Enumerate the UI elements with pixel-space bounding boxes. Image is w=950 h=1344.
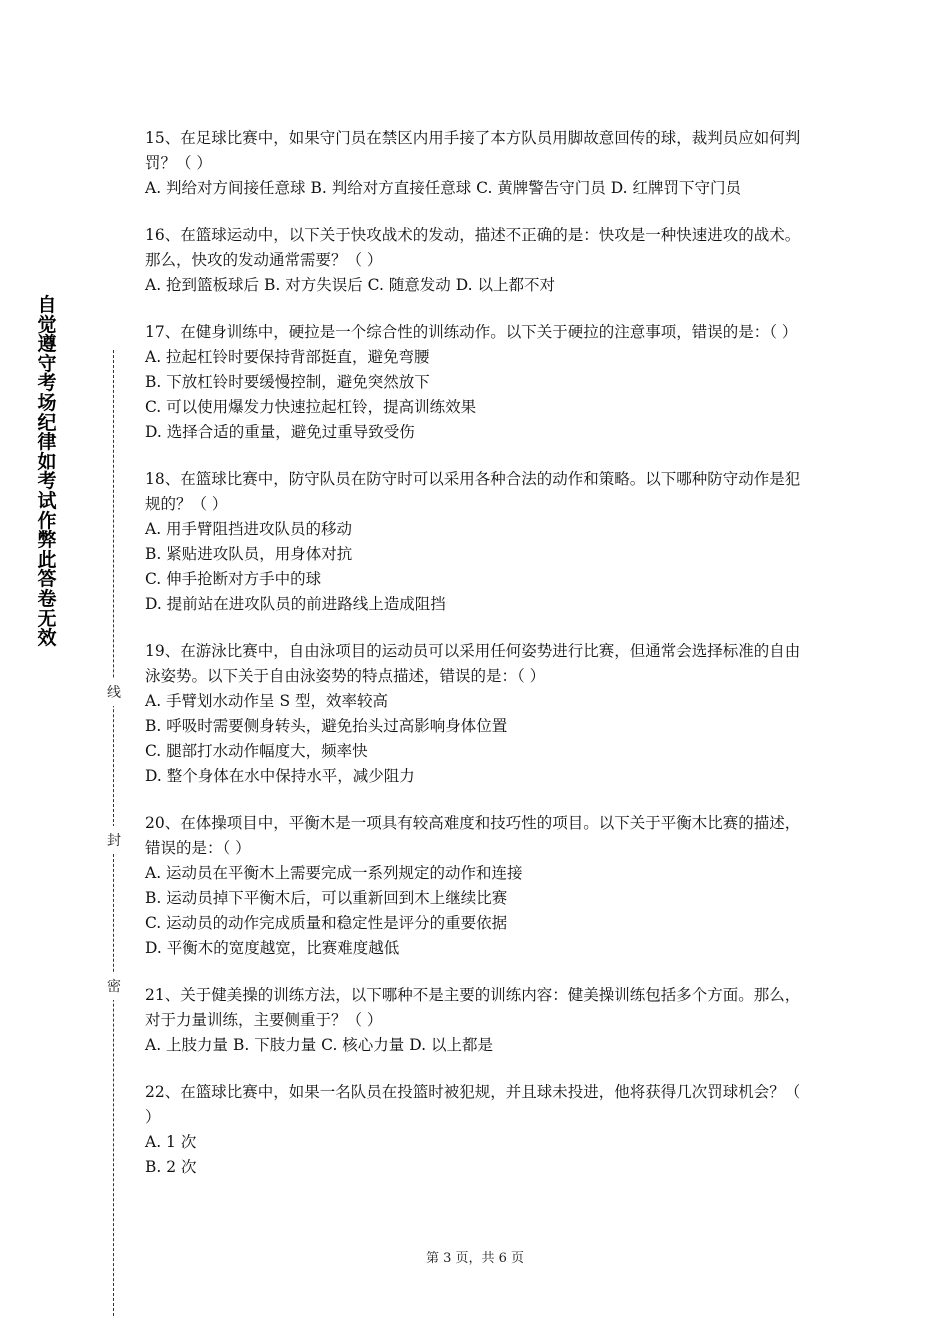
option-a: A. 1 次: [145, 1133, 197, 1151]
warning-char: 遵: [37, 333, 57, 356]
warning-char: 弊: [37, 529, 57, 552]
question-options: A. 抢到篮板球后 B. 对方失误后 C. 随意发动 D. 以上都不对: [145, 276, 555, 294]
option-d: D. 提前站在进攻队员的前进路线上造成阻挡: [145, 595, 446, 613]
warning-char: 此: [37, 548, 57, 571]
option-b: B. 呼吸时需要侧身转头，避免抬头过高影响身体位置: [145, 717, 508, 735]
question-stem: 16、在篮球运动中，以下关于快攻战术的发动，描述不正确的是：快攻是一种快速进攻的战术。那么，快攻的发动通常需要？（ ）: [145, 226, 801, 269]
option-a: A. 运动员在平衡木上需要完成一系列规定的动作和连接: [145, 864, 523, 882]
option-b: B. 2 次: [145, 1158, 197, 1176]
option-a: A. 拉起杠铃时要保持背部挺直，避免弯腰: [145, 348, 430, 366]
option-a: A. 手臂划水动作呈 S 型，效率较高: [145, 692, 389, 710]
question-stem: 20、在体操项目中，平衡木是一项具有较高难度和技巧性的项目。以下关于平衡木比赛的描述，错误的是：（ ）: [145, 814, 801, 857]
option-d: D. 选择合适的重量，避免过重导致受伤: [145, 423, 415, 441]
warning-char: 卷: [37, 587, 57, 610]
question-17: [145, 320, 810, 445]
warning-char: 试: [37, 489, 57, 512]
question-16: [145, 223, 810, 298]
warning-char: 作: [37, 509, 57, 532]
warning-char: 答: [37, 568, 57, 591]
binding-label-line: 线: [104, 678, 124, 706]
question-stem: 21、关于健美操的训练方法，以下哪种不是主要的训练内容：健美操训练包括多个方面。那么，对于力量训练，主要侧重于？（ ）: [145, 986, 801, 1029]
option-b: B. 运动员掉下平衡木后，可以重新回到木上继续比赛: [145, 889, 508, 907]
option-d: D. 平衡木的宽度越宽，比赛难度越低: [145, 939, 400, 957]
question-19: [145, 639, 810, 789]
question-stem: 18、在篮球比赛中，防守队员在防守时可以采用各种合法的动作和策略。以下哪种防守动作是犯规的？（ ）: [145, 470, 801, 513]
exam-discipline-warning: [34, 296, 60, 649]
option-a: A. 用手臂阻挡进攻队员的移动: [145, 520, 353, 538]
warning-char: 无: [37, 607, 57, 630]
warning-char: 律: [37, 431, 57, 454]
option-c: C. 腿部打水动作幅度大，频率快: [145, 742, 368, 760]
question-21: [145, 983, 810, 1058]
question-22: [145, 1080, 810, 1180]
binding-label-secret: 密: [104, 972, 124, 1000]
option-d: D. 整个身体在水中保持水平，减少阻力: [145, 767, 415, 785]
question-stem: 22、在篮球比赛中，如果一名队员在投篮时被犯规，并且球未投进，他将获得几次罚球机会？（ ）: [145, 1083, 801, 1126]
warning-char: 考: [37, 470, 57, 493]
warning-char: 守: [37, 352, 57, 375]
page-number-footer: 第 3 页，共 6 页: [425, 1251, 525, 1266]
warning-char: 场: [37, 391, 57, 414]
warning-char: 自: [37, 294, 57, 316]
warning-char: 如: [37, 450, 57, 473]
question-15: [145, 126, 810, 201]
option-c: C. 可以使用爆发力快速拉起杠铃，提高训练效果: [145, 398, 477, 416]
option-b: B. 下放杠铃时要缓慢控制，避免突然放下: [145, 373, 430, 391]
question-list: [145, 126, 810, 1202]
warning-char: 考: [37, 372, 57, 395]
question-stem: 15、在足球比赛中，如果守门员在禁区内用手接了本方队员用脚故意回传的球，裁判员应如何判罚？（ ）: [145, 129, 801, 172]
question-stem: 17、在健身训练中，硬拉是一个综合性的训练动作。以下关于硬拉的注意事项，错误的是：（ ）: [145, 323, 798, 341]
warning-char: 觉: [37, 313, 57, 336]
question-18: [145, 467, 810, 617]
question-options: A. 判给对方间接任意球 B. 判给对方直接任意球 C. 黄牌警告守门员 D. 红牌罚下守门员: [145, 179, 741, 197]
question-20: [145, 811, 810, 961]
question-stem: 19、在游泳比赛中，自由泳项目的运动员可以采用任何姿势进行比赛，但通常会选择标准的自由泳姿势。以下关于自由泳姿势的特点描述，错误的是：（ ）: [145, 642, 801, 685]
warning-char: 纪: [37, 411, 57, 434]
option-b: B. 紧贴进攻队员，用身体对抗: [145, 545, 353, 563]
option-c: C. 伸手抢断对方手中的球: [145, 570, 322, 588]
question-options: A. 上肢力量 B. 下肢力量 C. 核心力量 D. 以上都是: [145, 1036, 493, 1054]
warning-char: 效: [37, 627, 57, 650]
option-c: C. 运动员的动作完成质量和稳定性是评分的重要依据: [145, 914, 508, 932]
binding-label-seal: 封: [104, 826, 124, 854]
